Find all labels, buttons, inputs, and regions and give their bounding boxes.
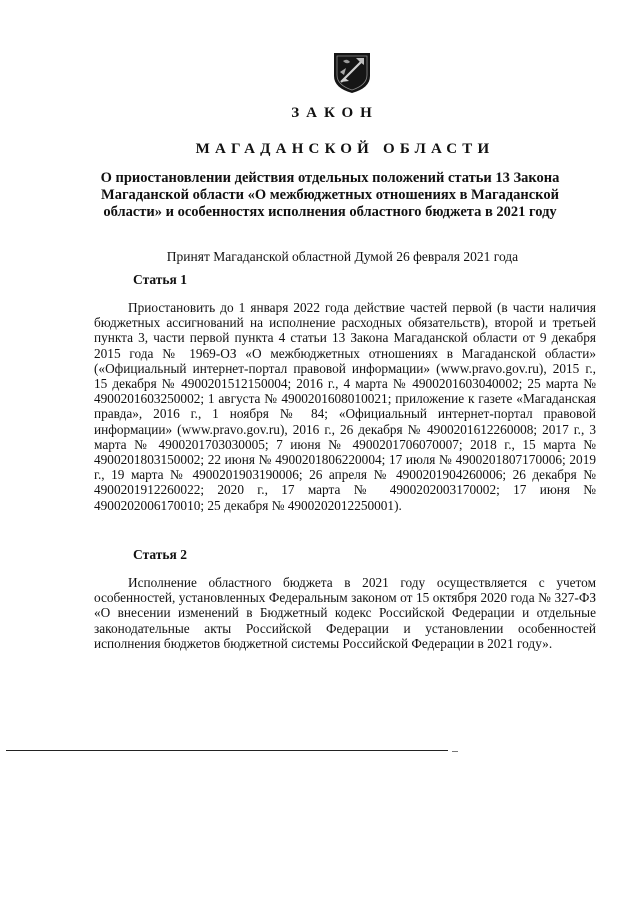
law-subject: О приостановлении действия отдельных положений статьи 13 Закона Магаданской области «О межбюджетных отношениях в Магаданской области» и особенностях исполнения областного бюджета в 2021 году: [100, 170, 560, 220]
law-title: ЗАКОН: [291, 105, 379, 121]
region-title: МАГАДАНСКОЙ ОБЛАСТИ: [195, 141, 495, 157]
article-2-heading: Статья 2: [133, 547, 187, 562]
article-1-heading: Статья 1: [133, 272, 187, 287]
footer-divider: [6, 750, 448, 751]
magadan-coat-of-arms-icon: [333, 52, 371, 94]
article-1-text: Приостановить до 1 января 2022 года действие частей первой (в части наличия бюджетных ассигнований на исполнение расходных обязательств), второй и третьей пункта 3, части первой пункта 4 статьи 13 Закона Магаданской области от 9 декабря 2015 года № 1969-ОЗ «О межбюджетных отношениях в Магаданской области» («Официальный интернет-портал правовой информации» (www.pravo.gov.ru), 2015 г., 15 декабря № 4900201512150004; 2016 г., 4 марта № 4900201603040002; 25 марта № 4900201603250002; 1 августа № 4900201608010021; приложение к газете «Магаданская правда», 2016 г., 1 ноября № 84; «Официальный интернет-портал правовой информации» (www.pravo.gov.ru), 2016 г., 26 декабря № 4900201612260008; 2017 г., 3 марта № 4900201703030005; 7 июня № 4900201706070007; 2018 г., 15 марта № 4900201803150002; 22 июня № 4900201806220004; 17 июля № 4900201807170006; 2019 г., 19 марта № 4900201903190006; 26 апреля № 4900201904260006; 26 декабря № 4900201912260022; 2020 г., 17 марта № 4900202003170002; 17 июня № 4900202006170010; 25 декабря № 4900202012250001).: [94, 300, 596, 513]
article-2-text: Исполнение областного бюджета в 2021 году осуществляется с учетом особенностей, установленных Федеральным законом от 15 октября 2020 года № 327-ФЗ «О внесении изменений в Бюджетный кодекс Российской Федерации и отдельные законодательные акты Российской Федерации и установлении особенностей исполнения бюджетов бюджетной системы Российской Федерации в 2021 году».: [94, 575, 596, 651]
adoption-line: Принят Магаданской областной Думой 26 февраля 2021 года: [166, 249, 519, 264]
footer-divider-tail: [452, 751, 458, 752]
